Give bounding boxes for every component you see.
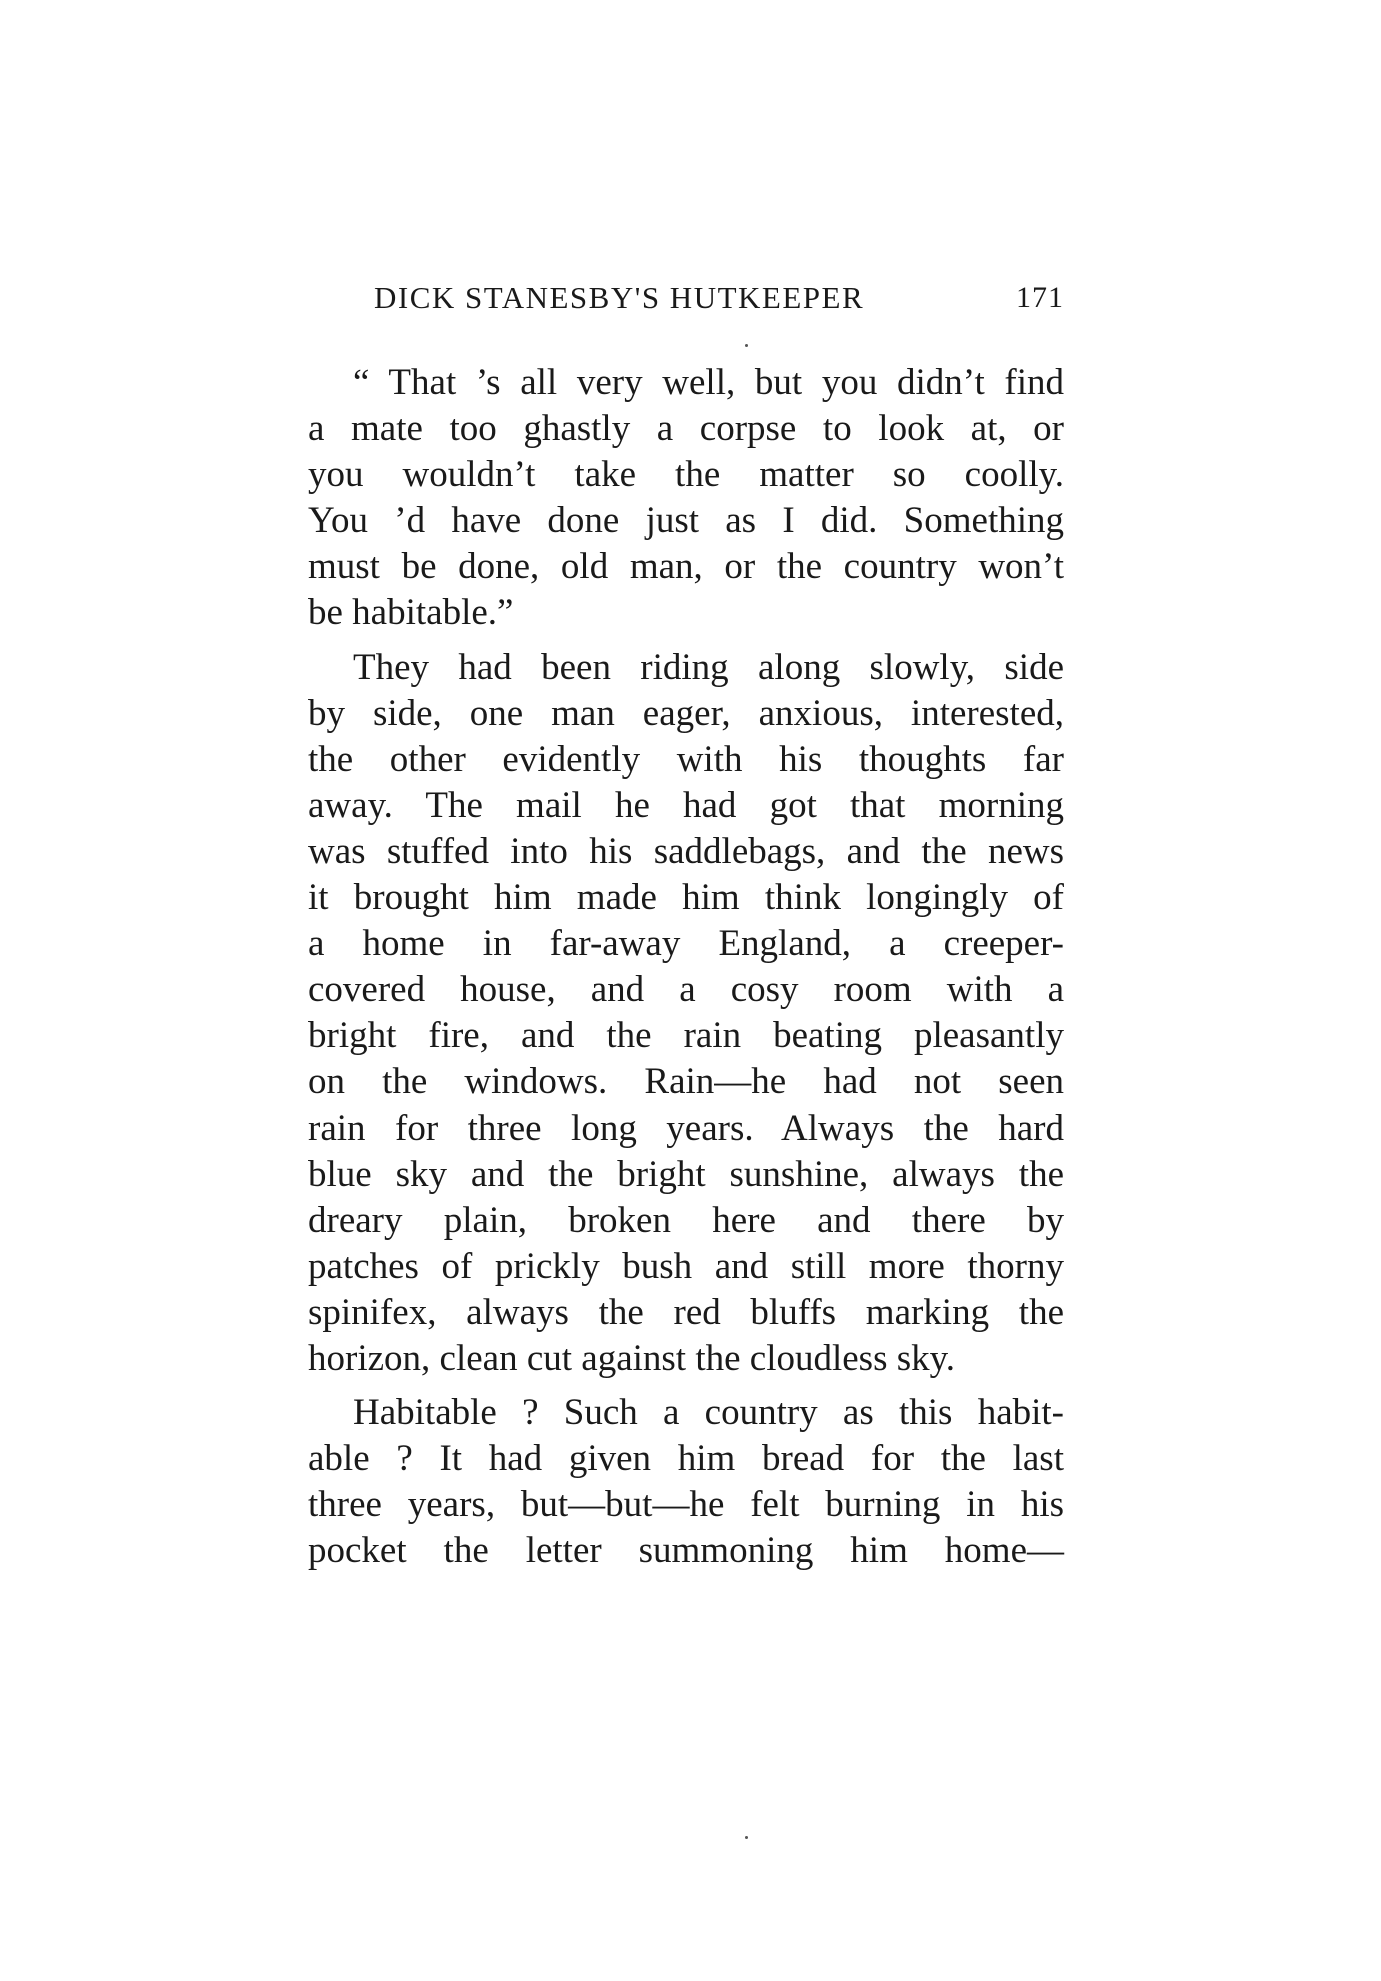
text-line: was stuffed into his saddlebags, and the news	[308, 830, 1064, 872]
text-line: must be done, old man, or the country won’t	[308, 546, 1064, 588]
text-line: able ? It had given him bread for the last	[308, 1438, 1064, 1480]
paragraph	[308, 645, 1064, 1383]
text-line: “ That ’s all very well, but you didn’t find	[353, 362, 1064, 403]
running-head	[374, 278, 1064, 318]
print-speck	[745, 344, 748, 347]
text-line: be habitable.”	[308, 592, 514, 634]
body-text	[308, 360, 1064, 1574]
text-line: the other evidently with his thoughts far	[308, 738, 1064, 780]
text-line: it brought him made him think longingly of	[308, 877, 1064, 919]
text-line: you wouldn’t take the matter so coolly.	[308, 454, 1064, 496]
text-line: a mate too ghastly a corpse to look at, or	[308, 408, 1064, 450]
paragraph-gap	[308, 1382, 1064, 1390]
text-line: Habitable ? Such a country as this habit-	[353, 1392, 1064, 1434]
text-line: rain for three long years. Always the hard	[308, 1107, 1064, 1149]
text-line: covered house, and a cosy room with a	[308, 969, 1064, 1011]
text-line: pocket the letter summoning him home—	[308, 1530, 1064, 1572]
text-line: blue sky and the bright sunshine, always the	[308, 1153, 1064, 1195]
text-line: dreary plain, broken here and there by	[308, 1199, 1064, 1241]
text-line: horizon, clean cut against the cloudless sky.	[308, 1337, 955, 1379]
text-line: You ’d have done just as I did. Something	[308, 500, 1064, 542]
text-line: spinifex, always the red bluffs marking the	[308, 1291, 1064, 1333]
text-line: bright fire, and the rain beating pleasantly	[308, 1015, 1064, 1057]
text-line: by side, one man eager, anxious, interested,	[308, 692, 1064, 734]
text-line: on the windows. Rain—he had not seen	[308, 1061, 1064, 1103]
paragraph	[308, 360, 1064, 637]
text-line: They had been riding along slowly, side	[353, 646, 1064, 688]
paragraph	[308, 1390, 1064, 1574]
text-line: patches of prickly bush and still more thorny	[308, 1245, 1064, 1287]
text-line: a home in far-away England, a creeper-	[308, 923, 1064, 965]
text-line: three years, but—but—he felt burning in his	[308, 1484, 1064, 1526]
text-line: away. The mail he had got that morning	[308, 784, 1064, 826]
running-title: DICK STANESBY'S HUTKEEPER	[374, 280, 865, 315]
page-number: 171	[1016, 281, 1064, 314]
print-speck	[745, 1836, 748, 1839]
paragraph-gap	[308, 637, 1064, 645]
